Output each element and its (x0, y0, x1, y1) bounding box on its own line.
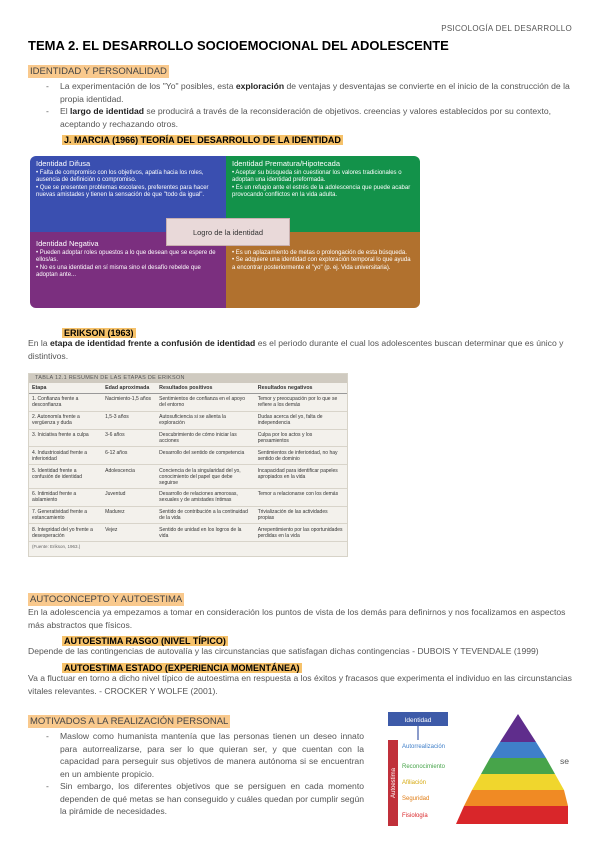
pyramid-level-top (500, 714, 536, 742)
table-row: 1. Confianza frente a desconfianza Nacimiento-1,5 años Sentimientos de confianza en el apoyo del entorno Temor y preocupación por lo que se refiere a los demás (29, 394, 347, 412)
level-label-reconocimiento: Reconocimiento (402, 764, 446, 770)
autoestima-rasgo-text: Depende de las contingencias de autovalía y las circunstancias que satisfagan dichas contingencias - DUBOIS Y TEVENDALE (1999) (28, 646, 539, 656)
bullet-piramide: - Sin embargo, los diferentes objetivos que se persiguen en cada momento dependen de qué metas se han conseguido y cuáles quedan por cumplir según la pirámide de necesidades. (46, 780, 364, 818)
quadrant-identidad-prematura: Identidad Prematura/Hipotecada • Aceptar su búsqueda sin cuestionar los valores tradicionales o adoptan una identidad preformada. • Es un refugio ante el estrés de la adolescencia que puede acabar provocando conflictos en la vida adulta. (226, 156, 420, 232)
maslow-pyramid (388, 712, 568, 826)
page-title: TEMA 2. EL DESARROLLO SOCIOEMOCIONAL DEL ADOLESCENTE (28, 38, 449, 53)
section-heading-identidad: IDENTIDAD Y PERSONALIDAD (30, 66, 167, 77)
autoconcepto-intro: En la adolescencia ya empezamos a tomar en consideración los puntos de vista de los demás para definirnos y nos focalizamos en aspectos más abstractos que físicos. (28, 607, 566, 630)
quadrant-identidad-negativa: Identidad Negativa • Pueden adoptar roles opuestos a lo que desean que se espere de ellos/as. • No es una identidad en sí misma sino el desafío rebelde que adoptan ante... (30, 232, 226, 308)
table-row: 8. Integridad del yo frente a desesperación Vejez Sentido de unidad en los logros de la vida Arrepentimiento por las oportunidades perdidas en la vida (29, 524, 347, 542)
erikson-paragraph: En la etapa de identidad frente a confusión de identidad es el periodo durante el cual los adolescentes buscan determinar que es único y distintivos. (28, 338, 564, 361)
table-row: 4. Industriosidad frente a inferioridad 6-12 años Desarrollo del sentido de competencia Sentimientos de inferioridad, no hay sentido de dominio (29, 447, 347, 465)
col-edad: Edad aproximada (102, 383, 156, 394)
pyramid-level-seguridad (464, 790, 568, 806)
bullet-maslow: - Maslow como humanista mantenía que las personas tienen un deseo innato para autorrealizarse, para ser lo que quieran ser, y que cuentan con la capacidad para perseguir sus objetivos de manera autónoma si se encuentran en un ambiente propicio. (46, 730, 364, 780)
identidad-label: Identidad (404, 717, 432, 724)
bullet-largo-identidad: - El largo de identidad se producirá a través de la reconsideración de objetivos. creencias y valores establecidos por su contexto, aceptando y rechazando otros. (46, 105, 572, 130)
table-row: 3. Iniciativa frente a culpa 3-6 años Descubrimiento de cómo iniciar las acciones Culpa por los actos y los pensamientos (29, 429, 347, 447)
erikson-table (28, 373, 348, 557)
level-label-fisiologia: Fisiología (402, 813, 428, 819)
erikson-source: (Fuente: Erikson, 1963.) (32, 544, 81, 550)
table-row: 7. Generatividad frente a estancamiento Madurez Sentido de contribución a la continuidad de la vida Trivialización de las actividades propias (29, 506, 347, 524)
erikson-heading: ERIKSON (1963) (64, 328, 134, 338)
table-row: 2. Autonomía frente a vergüenza y duda 1,5-3 años Autosuficiencia si se alienta la exploración Dudas acerca del yo, falta de independencia (29, 411, 347, 429)
logro-identidad-box: Logro de la identidad (166, 218, 290, 246)
motivados-tail: se (560, 756, 570, 766)
col-etapa: Etapa (29, 383, 102, 394)
col-positivos: Resultados positivos (156, 383, 255, 394)
section-heading-motivados: MOTIVADOS A LA REALIZACIÓN PERSONAL (30, 716, 229, 727)
motivados-bullets (46, 730, 364, 818)
pyramid-level-autorrealizacion (490, 742, 546, 758)
level-label-autorrealizacion: Autorrealización (402, 744, 446, 750)
bullet-exploracion: - La experimentación de los "Yo" posibles, esta exploración de ventajas y desventajas se convierte en el inicio de la construcción de la propia identidad. (46, 80, 572, 105)
quadrant-moratoria: • Es un aplazamiento de metas o prolongación de esta búsqueda. • Se adquiere una identidad con exploración temporal lo que ayuda a encontrar posteriormente el "yo" (p. ej. Vida universitaria). (226, 232, 420, 308)
table-row: 5. Identidad frente a confusión de identidad Adolescencia Conciencia de la singularidad del yo, conocimiento del papel que debe seguirse Incapacidad para identificar papeles apropiados en la vida (29, 465, 347, 489)
marcia-heading: J. MARCIA (1966) TEORÍA DEL DESARROLLO DE LA IDENTIDAD (64, 135, 341, 145)
table-row: 6. Intimidad frente a aislamiento Juventud Desarrollo de relaciones amorosas, sexuales y de amistades íntimas Temor a relacionarse con los demás (29, 488, 347, 506)
erikson-table-title: TABLA 12.1 RESUMEN DE LAS ETAPAS DE ERIKSON (29, 374, 347, 383)
autoestima-estado-heading: AUTOESTIMA ESTADO (EXPERIENCIA MOMENTÁNEA) (64, 663, 300, 673)
course-header: PSICOLOGÍA DEL DESARROLLO (441, 24, 572, 33)
level-label-afiliacion: Afiliación (402, 780, 427, 786)
level-label-seguridad: Seguridad (402, 796, 430, 802)
pyramid-level-reconocimiento (481, 758, 555, 774)
identidad-bullets (46, 80, 572, 130)
quadrant-identidad-difusa: Identidad Difusa • Falta de compromiso con los objetivos, apatía hacia los roles, ausencia de definición o compromiso. • Que se presenten problemas escolares, preferentes para hacer nuevas amistades y tienen la sensación de que "todo da igual". (30, 156, 226, 232)
section-heading-autoconcepto: AUTOCONCEPTO Y AUTOESTIMA (30, 594, 183, 605)
marcia-diagram (30, 156, 420, 308)
autoestima-rasgo-heading: AUTOESTIMA RASGO (NIVEL TÍPICO) (64, 636, 226, 646)
pyramid-level-fisiologia (456, 806, 568, 824)
autoestima-label: Autoestima (391, 767, 397, 799)
autoestima-estado-text: Va a fluctuar en torno a dicho nivel típico de autoestima en respuesta a los éxitos y fracasos que experimenta el individuo en las circunstancias vitales relevantes. - CROCKER Y WOLFE (2001). (28, 673, 572, 696)
col-negativos: Resultados negativos (255, 383, 347, 394)
pyramid-level-afiliacion (472, 774, 564, 790)
